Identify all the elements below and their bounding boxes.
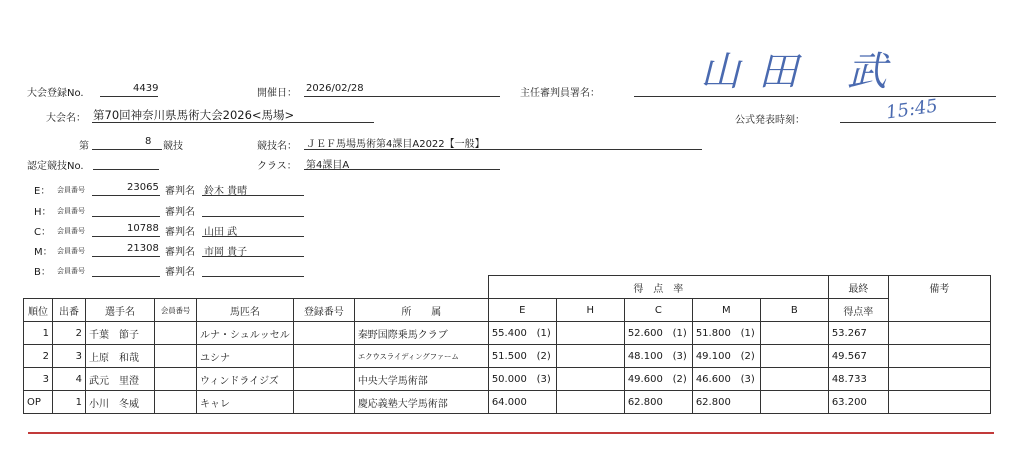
chief-judge-sign-label: 主任審判員署名： xyxy=(520,88,600,99)
date-label: 開催日： xyxy=(257,88,297,99)
member-no-label: 会員番号 xyxy=(57,186,85,194)
remarks-header: 備考 xyxy=(888,276,990,322)
score-m-cell xyxy=(692,345,760,368)
member-no-label: 会員番号 xyxy=(57,207,85,215)
final-score-cell: 49.567 xyxy=(828,345,888,368)
rank-cell: OP xyxy=(24,391,53,414)
col-header: C xyxy=(624,299,692,322)
col-header: 出番 xyxy=(53,299,86,322)
score-value: 50.000 xyxy=(491,373,527,385)
judge-name: 山田 武 xyxy=(204,227,238,238)
score-rank: (1) xyxy=(740,327,755,339)
col-header: 会員番号 xyxy=(155,299,197,322)
score-rank: (2) xyxy=(536,350,551,362)
order-cell: 2 xyxy=(53,322,86,345)
class-value: 第4課目A xyxy=(306,160,350,171)
score-b-cell xyxy=(760,391,828,414)
reg-no-cell xyxy=(293,391,354,414)
judge-position: C： xyxy=(34,227,51,238)
judge-member-no: 21308 xyxy=(127,243,159,254)
order-cell: 4 xyxy=(53,368,86,391)
rank-cell: 3 xyxy=(24,368,53,391)
col-header: 登録番号 xyxy=(293,299,354,322)
judge-name-label: 審判名 xyxy=(165,267,195,278)
score-value: 64.000 xyxy=(491,396,527,408)
rank-cell: 2 xyxy=(24,345,53,368)
score-m-cell xyxy=(692,391,760,414)
final-header-bottom: 得点率 xyxy=(828,299,888,322)
score-e-cell xyxy=(488,322,556,345)
horse-cell: キャレ xyxy=(197,391,294,414)
registration-no-label: 大会登録No. xyxy=(27,88,84,99)
competition-name-value: ＪＥＦ馬場馬術第4課目A2022【一般】 xyxy=(306,139,485,150)
rider-cell: 千葉 節子 xyxy=(86,322,155,345)
col-header: 馬匹名 xyxy=(197,299,294,322)
table-row xyxy=(24,345,991,368)
final-score-cell: 53.267 xyxy=(828,322,888,345)
final-header-top: 最終 xyxy=(828,276,888,299)
score-e-cell xyxy=(488,391,556,414)
reg-no-cell xyxy=(293,345,354,368)
club-cell: エクウスライディングファーム xyxy=(354,345,488,368)
horse-cell: ウィンドライジズ xyxy=(197,368,294,391)
score-c-cell xyxy=(624,368,692,391)
certified-no-label: 認定競技No. xyxy=(27,161,84,172)
score-c-cell xyxy=(624,322,692,345)
member-no-label: 会員番号 xyxy=(57,267,85,275)
score-e-cell xyxy=(488,345,556,368)
remarks-cell xyxy=(888,322,990,345)
col-header: 選手名 xyxy=(86,299,155,322)
score-value: 49.600 xyxy=(627,373,663,385)
score-m-cell xyxy=(692,368,760,391)
score-rank: (3) xyxy=(672,350,687,362)
member-no-cell xyxy=(155,345,197,368)
col-header: E xyxy=(488,299,556,322)
chief-judge-signature: 山田 武 xyxy=(700,49,905,95)
table-row xyxy=(24,368,991,391)
score-value: 51.800 xyxy=(695,327,731,339)
member-no-cell xyxy=(155,391,197,414)
judge-position: B： xyxy=(34,267,51,278)
score-m-cell xyxy=(692,322,760,345)
event-name-label: 大会名： xyxy=(46,113,86,124)
score-c-cell xyxy=(624,345,692,368)
rider-cell: 小川 冬威 xyxy=(86,391,155,414)
table-header-row xyxy=(24,299,991,322)
member-no-label: 会員番号 xyxy=(57,247,85,255)
judge-name-label: 審判名 xyxy=(165,247,195,258)
scores-table xyxy=(23,275,991,414)
col-header: M xyxy=(692,299,760,322)
final-score-cell: 48.733 xyxy=(828,368,888,391)
class-label: クラス： xyxy=(257,161,297,172)
member-no-label: 会員番号 xyxy=(57,227,85,235)
order-cell: 1 xyxy=(53,391,86,414)
table-row xyxy=(24,391,991,414)
judge-position: M： xyxy=(34,247,53,258)
score-group-header: 得 点 率 xyxy=(488,276,828,299)
col-header: H xyxy=(556,299,624,322)
reg-no-cell xyxy=(293,368,354,391)
col-header: 所 属 xyxy=(354,299,488,322)
horse-cell: ルナ・シュルッセル xyxy=(197,322,294,345)
final-score-cell: 63.200 xyxy=(828,391,888,414)
score-b-cell xyxy=(760,345,828,368)
judge-name: 市岡 貴子 xyxy=(204,247,248,258)
table-row xyxy=(24,322,991,345)
rank-cell: 1 xyxy=(24,322,53,345)
score-value: 51.500 xyxy=(491,350,527,362)
date-value: 2026/02/28 xyxy=(306,83,364,94)
score-b-cell xyxy=(760,368,828,391)
competition-suffix: 競技 xyxy=(163,141,183,152)
score-value: 62.800 xyxy=(627,396,663,408)
score-h-cell xyxy=(556,368,624,391)
registration-no-value: 4439 xyxy=(133,83,159,94)
judge-position: E： xyxy=(34,186,51,197)
rider-cell: 武元 里澄 xyxy=(86,368,155,391)
judge-name-label: 審判名 xyxy=(165,227,195,238)
horse-cell: ユシナ xyxy=(197,345,294,368)
score-value: 62.800 xyxy=(695,396,731,408)
score-rank: (2) xyxy=(672,373,687,385)
judge-member-no: 10788 xyxy=(127,223,159,234)
official-time-label: 公式発表時刻： xyxy=(735,115,805,126)
score-b-cell xyxy=(760,322,828,345)
club-cell: 中央大学馬術部 xyxy=(354,368,488,391)
judge-position: H： xyxy=(34,207,52,218)
score-rank: (1) xyxy=(536,327,551,339)
score-e-cell xyxy=(488,368,556,391)
member-no-cell xyxy=(155,368,197,391)
official-time-handwritten: 15:45 xyxy=(884,95,940,124)
score-rank: (3) xyxy=(740,373,755,385)
table-bottom-rule xyxy=(28,432,994,434)
col-header: B xyxy=(760,299,828,322)
score-rank: (2) xyxy=(740,350,755,362)
score-rank: (3) xyxy=(536,373,551,385)
score-h-cell xyxy=(556,391,624,414)
competition-name-label: 競技名： xyxy=(257,141,297,152)
reg-no-cell xyxy=(293,322,354,345)
score-value: 52.600 xyxy=(627,327,663,339)
judge-member-no: 23065 xyxy=(127,182,159,193)
score-value: 49.100 xyxy=(695,350,731,362)
judge-name-label: 審判名 xyxy=(165,207,195,218)
competition-no: 8 xyxy=(145,136,152,147)
event-name-value: 第70回神奈川県馬術大会2026<馬場> xyxy=(93,108,295,122)
judge-name: 鈴木 貴晴 xyxy=(204,186,248,197)
score-h-cell xyxy=(556,345,624,368)
score-c-cell xyxy=(624,391,692,414)
club-cell: 慶応義塾大学馬術部 xyxy=(354,391,488,414)
score-value: 46.600 xyxy=(695,373,731,385)
member-no-cell xyxy=(155,322,197,345)
score-h-cell xyxy=(556,322,624,345)
score-value: 55.400 xyxy=(491,327,527,339)
remarks-cell xyxy=(888,368,990,391)
rider-cell: 上原 和哉 xyxy=(86,345,155,368)
remarks-cell xyxy=(888,391,990,414)
remarks-cell xyxy=(888,345,990,368)
score-value: 48.100 xyxy=(627,350,663,362)
club-cell: 秦野国際乗馬クラブ xyxy=(354,322,488,345)
score-rank: (1) xyxy=(672,327,687,339)
order-cell: 3 xyxy=(53,345,86,368)
competition-prefix: 第 xyxy=(79,141,89,152)
judge-name-label: 審判名 xyxy=(165,186,195,197)
col-header: 順位 xyxy=(24,299,53,322)
